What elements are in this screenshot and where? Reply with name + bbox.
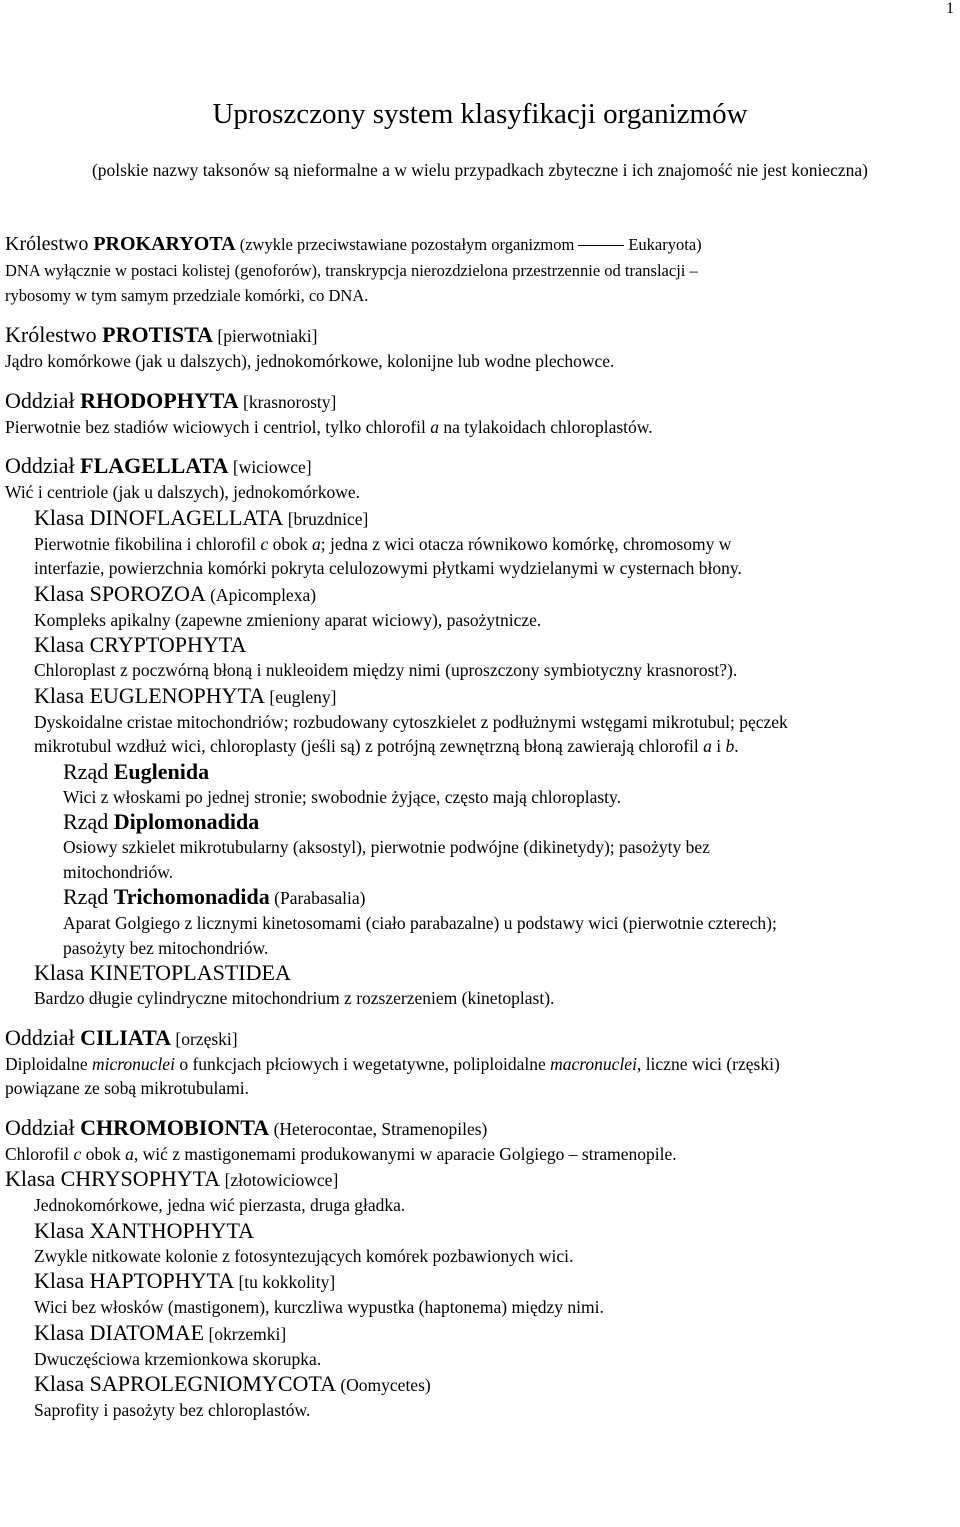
- class-diatomae: [0, 1320, 960, 1372]
- class-saprolegniomycota: [0, 1371, 960, 1423]
- text: , wić z mastigonemami produkowanymi w aparacie Golgiego – stramenopile.: [133, 1143, 677, 1164]
- class-sporozoa: [0, 581, 960, 633]
- taxon-note: [złotowiciowce]: [220, 1170, 339, 1190]
- heading-dinoflagellata: [0, 505, 960, 532]
- class-chrysophyta: [0, 1166, 960, 1218]
- rank-label: Królestwo: [5, 322, 103, 347]
- text: .: [734, 736, 739, 756]
- heading-saprolegniomycota: [0, 1371, 960, 1398]
- taxon-note: [eugleny]: [265, 686, 337, 707]
- description-line: Jednokomórkowe, jedna wić pierzasta, druga gładka.: [34, 1195, 406, 1215]
- heading-sporozoa: [0, 581, 960, 608]
- description-line: Chloroplast z poczwórną błoną i nukleoidem między nimi (uproszczony symbiotyczny krasnorost?).: [34, 660, 738, 680]
- italic-text: macronuclei: [550, 1053, 637, 1074]
- order-euglenida: [0, 759, 960, 810]
- rank-label: Rząd: [63, 884, 114, 909]
- taxon-note: [wiciowce]: [228, 457, 312, 477]
- rank-label: Oddział: [5, 1024, 81, 1050]
- text: obok: [268, 533, 313, 554]
- taxon-note: (Oomycetes): [335, 1375, 431, 1395]
- text: i: [711, 736, 726, 756]
- taxon-note: [bruzdnice]: [283, 508, 369, 529]
- description-line: [0, 415, 960, 440]
- page-subtitle: (polskie nazwy taksonów są nieformalne a w wielu przypadkach zbyteczne i ich znajomość nie jest konieczna): [91, 160, 869, 180]
- heading-diatomae: [0, 1320, 960, 1347]
- heading-euglenida: [0, 759, 960, 785]
- description-line: DNA wyłącznie w postaci kolistej (genoforów), transkrypcja nierozdzielona przestrzennie od translacji –: [5, 261, 698, 280]
- rank-label: Oddział: [5, 453, 81, 478]
- italic-text: c: [73, 1143, 82, 1164]
- division-ciliata: [0, 1025, 960, 1101]
- class-euglenophyta: [0, 683, 960, 759]
- heading-trichomonadida: [0, 884, 960, 911]
- taxon-name: Klasa KINETOPLASTIDEA: [34, 960, 291, 985]
- heading-ciliata: [0, 1025, 960, 1052]
- description-line: Saprofity i pasożyty bez chloroplastów.: [34, 1400, 311, 1420]
- text: Pierwotnie fikobilina i chlorofil: [34, 533, 261, 554]
- taxon-note: (Parabasalia): [269, 888, 366, 908]
- rank-label: Oddział: [5, 1114, 81, 1140]
- rank-label: Królestwo: [5, 233, 94, 255]
- page-number: 1: [946, 0, 954, 17]
- italic-text: b: [725, 736, 735, 756]
- italic-text: a: [703, 736, 712, 756]
- class-cryptophyta: [0, 632, 960, 683]
- text: Pierwotnie bez stadiów wiciowych i centriol, tylko chlorofil: [5, 416, 431, 437]
- description-line: Dyskoidalne cristae mitochondriów; rozbudowany cytoszkielet z podłużnymi wstęgami mikrotubul; pęczek: [34, 711, 788, 732]
- class-dinoflagellata: [0, 505, 960, 581]
- text: , liczne wici (rzęski): [636, 1053, 780, 1074]
- taxon-note: [okrzemki]: [204, 1323, 287, 1344]
- taxon-note: [pierwotniaki]: [213, 326, 318, 346]
- heading-chromobionta: [0, 1115, 960, 1142]
- text: obok: [81, 1143, 126, 1164]
- division-chromobionta: [0, 1115, 960, 1167]
- description-line: [0, 1052, 960, 1077]
- italic-text: a: [312, 533, 321, 554]
- description-line: [0, 734, 960, 759]
- kingdom-protista: [0, 322, 960, 374]
- description-line: Wić i centriole (jak u dalszych), jednokomórkowe.: [5, 482, 361, 502]
- heading-xanthophyta: [0, 1218, 960, 1244]
- rank-label: Rząd: [63, 758, 114, 784]
- class-kinetoplastidea: [0, 960, 960, 1011]
- taxon-name: Trichomonadida: [113, 884, 270, 909]
- description-line: [0, 532, 960, 557]
- rank-label: Rząd: [63, 809, 114, 834]
- class-haptophyta: [0, 1268, 960, 1320]
- description-line: Wici bez włosków (mastigonem), kurczliwa wypustka (haptonema) między nimi.: [34, 1297, 604, 1317]
- description-line: mitochondriów.: [63, 861, 174, 882]
- classification-content: [0, 231, 960, 1423]
- taxon-note: (zwykle przeciwstawiane pozostałym organizmom: [235, 235, 575, 254]
- taxon-name: Klasa DIATOMAE: [34, 1319, 205, 1345]
- description-line: Osiowy szkielet mikrotubularny (aksostyl), pierwotnie podwójne (dikinetydy); pasożyty bez: [63, 837, 710, 857]
- taxon-name: Klasa HAPTOPHYTA: [34, 1268, 235, 1293]
- division-flagellata: [0, 453, 960, 505]
- rank-label: Oddział: [5, 387, 81, 413]
- order-trichomonadida: [0, 884, 960, 960]
- taxon-note: [krasnorosty]: [238, 391, 337, 412]
- heading-diplomonadida: [0, 809, 960, 835]
- description-line: Aparat Golgiego z licznymi kinetosomami (ciało parabazalne) u podstawy wici (pierwotnie czterech);: [63, 913, 777, 933]
- description-line: Jądro komórkowe (jak u dalszych), jednokomórkowe, kolonijne lub wodne plechowce.: [5, 351, 615, 371]
- taxon-note: (Apicomplexa): [205, 584, 317, 605]
- taxon-name: Klasa SAPROLEGNIOMYCOTA: [34, 1371, 336, 1396]
- description-line: powiązane ze sobą mikrotubulami.: [5, 1078, 249, 1098]
- taxon-name: FLAGELLATA: [80, 453, 229, 478]
- taxon-note: [orzęski]: [171, 1028, 238, 1049]
- heading-euglenophyta: [0, 683, 960, 710]
- class-xanthophyta: [0, 1218, 960, 1269]
- text: na tylakoidach chloroplastów.: [439, 416, 653, 437]
- description-line: interfazie, powierzchnia komórki pokryta celulozowymi płytkami wydzielanymi w cysternach błony.: [34, 558, 742, 578]
- taxon-name: RHODOPHYTA: [80, 387, 239, 413]
- taxon-name: PROTISTA: [102, 322, 213, 347]
- order-diplomonadida: [0, 809, 960, 884]
- description-line: Bardzo długie cylindryczne mitochondrium z rozszerzeniem (kinetoplast).: [34, 988, 555, 1008]
- heading-cryptophyta: [0, 632, 960, 658]
- italic-text: c: [260, 533, 269, 554]
- heading-chrysophyta: [0, 1166, 960, 1193]
- long-dash: [578, 245, 624, 246]
- italic-text: a: [430, 416, 439, 437]
- taxon-name: Diplomonadida: [113, 809, 260, 834]
- text: o funkcjach płciowych i wegetatywne, poliploidalne: [174, 1053, 551, 1074]
- kingdom-prokaryota: [0, 231, 960, 308]
- taxon-name: Euglenida: [113, 758, 210, 784]
- heading-protista: [0, 322, 960, 349]
- taxon-name: Klasa EUGLENOPHYTA: [34, 682, 266, 708]
- taxon-name: Klasa XANTHOPHYTA: [34, 1217, 255, 1243]
- taxon-note: [tu kokkolity]: [234, 1272, 336, 1292]
- text: ; jedna z wici otacza równikowo komórkę, chromosomy w: [320, 533, 732, 554]
- heading-haptophyta: [0, 1268, 960, 1295]
- heading-prokaryota: [0, 231, 960, 258]
- description-line: [0, 1142, 960, 1167]
- taxon-name: PROKARYOTA: [93, 233, 236, 255]
- text: mikrotubul wzdłuż wici, chloroplasty (jeśli są) z potrójną zewnętrzną błoną zawierają chlorofil: [34, 736, 704, 756]
- taxon-name: Klasa SPOROZOA: [34, 580, 206, 606]
- division-rhodophyta: [0, 388, 960, 440]
- heading-flagellata: [0, 453, 960, 480]
- page-title: Uproszczony system klasyfikacji organizmów: [212, 98, 748, 130]
- taxon-name: CHROMOBIONTA: [80, 1114, 270, 1140]
- italic-text: a: [125, 1143, 134, 1164]
- description-line: rybosomy w tym samym przedziale komórki, co DNA.: [5, 286, 369, 305]
- text: Diploidalne: [5, 1053, 92, 1074]
- taxon-name: CILIATA: [80, 1024, 172, 1050]
- italic-text: micronuclei: [92, 1053, 175, 1074]
- description-line: pasożyty bez mitochondriów.: [63, 937, 269, 958]
- description-line: Kompleks apikalny (zapewne zmieniony aparat wiciowy), pasożytnicze.: [34, 609, 542, 630]
- taxon-name: Klasa CRYPTOPHYTA: [34, 632, 247, 657]
- taxon-note: (Heterocontae, Stramenopiles): [269, 1118, 488, 1139]
- taxon-name: Klasa CHRYSOPHYTA: [5, 1166, 221, 1191]
- heading-rhodophyta: [0, 388, 960, 415]
- heading-kinetoplastidea: [0, 960, 960, 986]
- taxon-name: Klasa DINOFLAGELLATA: [34, 504, 284, 530]
- description-line: Zwykle nitkowate kolonie z fotosyntezujących komórek pozbawionych wici.: [34, 1245, 574, 1266]
- description-line: Wici z włoskami po jednej stronie; swobodnie żyjące, często mają chloroplasty.: [63, 786, 621, 807]
- taxon-note-end: Eukaryota): [628, 235, 702, 254]
- text: Chlorofil: [5, 1143, 74, 1164]
- description-line: Dwuczęściowa krzemionkowa skorupka.: [34, 1348, 322, 1369]
